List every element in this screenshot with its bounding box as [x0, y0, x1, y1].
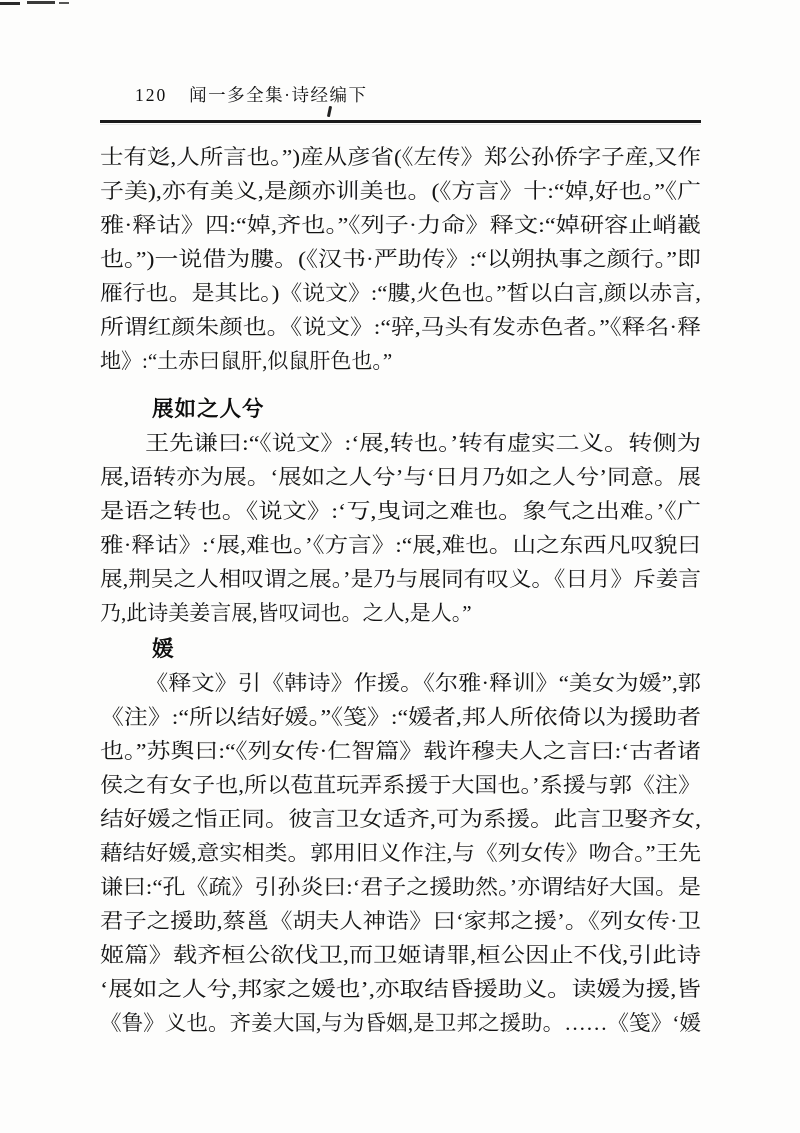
text-line	[100, 562, 701, 596]
scan-artifact	[327, 106, 332, 117]
text-line	[100, 310, 701, 344]
text-line-content: 姬篇》载齐桓公欲伐卫,而卫姬请罪,桓公因止不伐,引此诗	[100, 943, 701, 967]
text-line	[100, 938, 701, 972]
text-line-content: 《注》:“所以结好媛。”《笺》:“媛者,邦人所依倚以为援助者	[100, 705, 701, 729]
text-line-content: 地》:“土赤曰鼠肝,似鼠肝色也。”	[100, 349, 393, 373]
text-line-content: 子美),亦有美义,是颜亦训美也。(《方言》十:“婥,好也。”《广	[100, 179, 701, 203]
text-line-content: 展,荆吴之人相叹谓之展。’是乃与展同有叹义。《日月》斥姜言	[100, 567, 701, 591]
text-line-content: 士有彣,人所言也。”)産从彦省(《左传》郑公孙侨字子産,又作	[100, 145, 701, 169]
scan-artifact	[27, 1, 55, 4]
text-line-content: 雅·释诂》四:“婥,齐也。”《列子·力命》释文:“婥研容止峭嶻	[100, 213, 701, 237]
text-line-content: 藉结好媛,意实相类。郭用旧义作注,与《列女传》吻合。”王先	[100, 841, 701, 865]
text-line-content: 王先谦曰:“《说文》:‘展,转也。’转有虚实二义。转侧为	[145, 431, 701, 455]
text-line-content: 也。”)一说借为膢。(《汉书·严助传》:“以朔执事之颜行。”即	[100, 247, 701, 271]
text-line	[100, 528, 701, 562]
text-line-content: 所谓红颜朱颜也。《说文》:“骍,马头有发赤色者。”《释名·释	[100, 315, 701, 339]
text-line	[100, 208, 701, 242]
text-line	[100, 140, 701, 174]
text-line-content: ‘展如之人兮,邦家之媛也’,亦取结昏援助义。读媛为援,皆	[100, 977, 701, 1001]
text-line-content: 也。”苏舆曰:“《列女传·仁智篇》载许穆夫人之言曰:‘古者诸	[100, 739, 701, 763]
text-line	[100, 700, 701, 734]
text-line	[100, 174, 701, 208]
page-body	[100, 140, 701, 1040]
text-line	[100, 344, 701, 378]
text-line-content: 结好媛之恉正同。彼言卫女适齐,可为系援。此言卫娶齐女,	[100, 807, 701, 831]
text-line	[100, 596, 701, 630]
text-line-content: 谦曰:“孔《疏》引孙炎曰:‘君子之援助然。’亦谓结好大国。是	[100, 875, 701, 899]
section	[100, 392, 701, 630]
text-line-content: 《释文》引《韩诗》作援。《尔雅·释训》“美女为媛”,郭	[145, 671, 701, 695]
text-line	[100, 242, 701, 276]
text-line	[100, 904, 701, 938]
text-line	[100, 802, 701, 836]
scan-artifact	[0, 2, 20, 5]
section	[100, 632, 701, 1040]
page-number: 120	[135, 85, 168, 105]
text-line	[100, 734, 701, 768]
section	[100, 140, 701, 378]
text-line	[100, 494, 701, 528]
text-line-content: 侯之有女子也,所以苞苴玩弄系援于大国也。’系援与郭《注》	[100, 773, 701, 797]
section-heading: 展如之人兮	[152, 397, 265, 421]
text-line-content: 雅·释诂》:‘展,难也。’《方言》:“展,难也。山之东西凡叹貌曰	[100, 533, 701, 557]
text-line-content: 君子之援助,蔡邕《胡夫人神诰》曰‘家邦之援’。《列女传·卫	[100, 909, 701, 933]
text-line	[100, 870, 701, 904]
text-line	[100, 460, 701, 494]
running-title: 闻一多全集·诗经编下	[189, 85, 368, 105]
scan-artifact	[59, 2, 69, 4]
text-line-content: 展,语转亦为展。‘展如之人兮’与‘日月乃如之人兮’同意。展	[100, 465, 701, 489]
text-line	[100, 426, 701, 460]
section-heading: 媛	[152, 637, 175, 661]
text-line	[100, 836, 701, 870]
text-line-content: 《鲁》义也。齐姜大国,与为昏姻,是卫邦之援助。……《笺》‘媛	[100, 1011, 701, 1035]
header-rule	[100, 120, 701, 123]
text-line	[100, 276, 701, 310]
text-line-content: 乃,此诗美姜言展,皆叹词也。之人,是人。”	[100, 601, 472, 625]
text-line	[100, 666, 701, 700]
page-header	[135, 82, 367, 107]
text-line	[100, 1006, 701, 1040]
text-line-content: 雁行也。是其比。)《说文》:“膢,火色也。”皙以白言,颜以赤言,	[100, 281, 701, 305]
text-line	[100, 768, 701, 802]
text-line	[100, 972, 701, 1006]
text-line-content: 是语之转也。《说文》:‘丂,曳词之难也。象气之出难。’《广	[100, 499, 701, 523]
